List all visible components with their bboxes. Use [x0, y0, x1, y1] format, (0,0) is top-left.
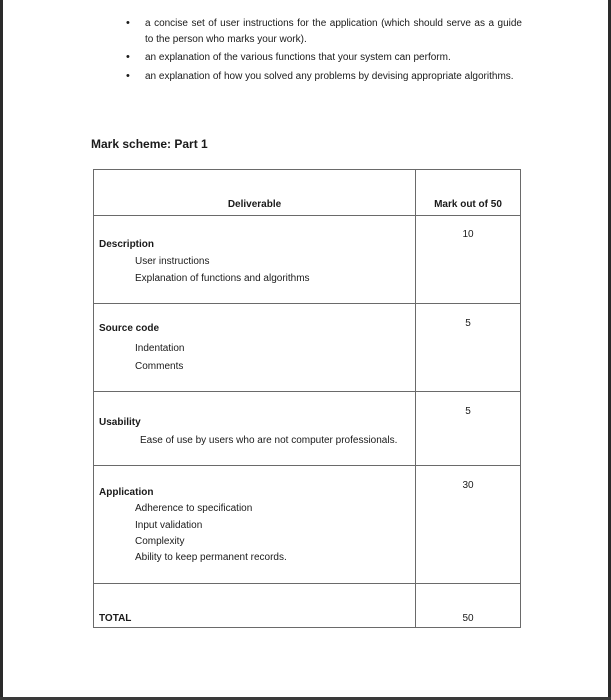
bullet-item: • an explanation of how you solved any problems by devising appropriate algorithms.: [120, 69, 522, 85]
row-divider: [94, 391, 520, 392]
row-title-usability: Usability: [99, 417, 141, 428]
row-title-application: Application: [99, 487, 154, 498]
mark-total: 50: [462, 613, 474, 624]
row-item: Explanation of functions and algorithms: [135, 273, 310, 284]
mark-scheme-table: [93, 169, 521, 628]
row-item: User instructions: [135, 256, 210, 267]
page-border-left: [0, 0, 3, 700]
row-item: Comments: [135, 361, 184, 372]
row-item: Ability to keep permanent records.: [135, 552, 287, 563]
mark-usability: 5: [465, 406, 471, 417]
header-mark: Mark out of 50: [434, 199, 502, 210]
row-item: Input validation: [135, 520, 203, 531]
row-title-description: Description: [99, 239, 155, 250]
row-item: Indentation: [135, 343, 185, 354]
row-item: Ease of use by users who are not computer professionals.: [140, 435, 398, 446]
row-title-total: TOTAL: [99, 613, 132, 624]
bullet-item: • an explanation of the various functions that your system can perform.: [120, 50, 522, 66]
row-item: Complexity: [135, 536, 185, 547]
row-item: Adherence to specification: [135, 503, 253, 514]
row-divider: [94, 465, 520, 466]
mark-application: 30: [462, 480, 474, 491]
mark-description: 10: [462, 229, 474, 240]
row-divider: [94, 215, 520, 216]
intro-bullet-list: [120, 16, 522, 87]
row-divider: [94, 583, 520, 584]
row-divider: [94, 303, 520, 304]
mark-source-code: 5: [465, 318, 471, 329]
bullet-item: • a concise set of user instructions for the application (which should serve as a guide to the person who marks your work).: [120, 16, 522, 47]
row-title-source-code: Source code: [99, 323, 160, 334]
section-heading: Mark scheme: Part 1: [91, 137, 208, 151]
header-deliverable: Deliverable: [227, 199, 282, 210]
